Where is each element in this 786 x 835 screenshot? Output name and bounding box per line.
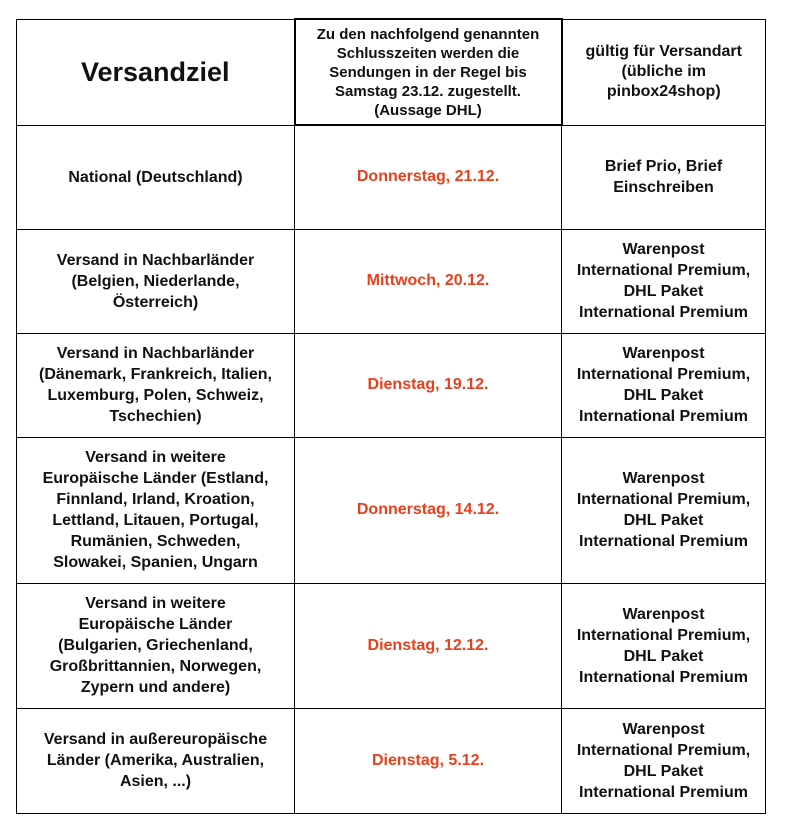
destination-cell [17,333,295,437]
destination-line: Versand in Nachbarländer [56,251,255,269]
shipping-type-cell [562,125,766,229]
table-row [17,229,766,333]
header-type-line: (übliche im [621,63,706,80]
destination-line: Lettland, Litauen, Portugal, [52,512,259,529]
destination-cell [17,437,295,583]
destination-line: Zypern und andere) [80,679,231,696]
deadline-date-cell: Dienstag, 19.12. [295,333,562,437]
destination-line: Tschechien) [109,408,202,425]
shipping-type-line: International Premium, [576,741,751,759]
shipping-type-cell [562,333,766,437]
destination-line: Luxemburg, Polen, Schweiz, [47,387,264,404]
destination-line: National (Deutschland) [68,168,243,186]
shipping-type-line: Warenpost [622,345,705,362]
deadline-date-cell: Dienstag, 5.12. [295,708,562,813]
shipping-type-line: International Premium, [576,262,751,279]
destination-line: Länder (Amerika, Australien, [46,752,265,769]
shipping-type-line: International Premium [579,668,748,686]
shipping-type-line: DHL Paket [623,283,704,300]
shipping-type-cell [562,229,766,333]
deadline-date-cell: Donnerstag, 21.12. [295,125,562,229]
destination-line: Europäische Länder [78,616,233,633]
destination-line: Österreich) [112,293,199,311]
destination-line: Finnland, Irland, Kroation, [56,491,255,508]
table-row [17,708,766,813]
destination-cell [17,708,295,813]
shipping-type-line: International Premium [579,783,748,801]
header-deadline-note [295,19,562,125]
shipping-type-line: DHL Paket [623,387,704,404]
destination-cell [17,125,295,229]
destination-line: (Dänemark, Frankreich, Italien, [39,366,272,383]
header-note-line: Samstag 23.12. zugestellt. [335,82,521,100]
deadline-date-cell: Dienstag, 12.12. [295,583,562,708]
destination-cell [17,229,295,333]
shipping-type-line: International Premium [579,304,748,321]
table-row [17,583,766,708]
shipping-type-cell [562,708,766,813]
shipping-deadline-table [16,18,766,814]
shipping-type-line: DHL Paket [623,762,704,780]
destination-line: Versand in Nachbarländer [56,345,255,362]
destination-line: Asien, ...) [119,773,192,790]
header-destination: Versandziel [17,19,295,125]
destination-cell [17,583,295,708]
destination-line: Versand in weitere [85,449,226,466]
shipping-type-line: International Premium [579,408,748,425]
deadline-date-cell: Mittwoch, 20.12. [295,229,562,333]
shipping-type-line: International Premium, [576,626,751,644]
header-note-line: Zu den nachfolgend genannten [316,25,540,43]
shipping-type-cell [562,437,766,583]
destination-line: (Bulgarien, Griechenland, [58,637,253,654]
shipping-type-line: Einschreiben [613,179,714,196]
shipping-type-line: Warenpost [622,605,705,623]
header-type-line: gültig für Versandart [585,43,742,60]
shipping-type-line: International Premium [579,533,748,550]
table-row [17,437,766,583]
deadline-date-cell: Donnerstag, 14.12. [295,437,562,583]
destination-line: (Belgien, Niederlande, [71,272,240,290]
destination-line: Slowakei, Spanien, Ungarn [53,554,258,571]
destination-line: Europäische Länder (Estland, [42,470,269,487]
table-row [17,333,766,437]
destination-line: Versand in außereuropäische [43,731,268,748]
shipping-type-line: Warenpost [622,470,705,487]
shipping-type-line: International Premium, [576,491,751,508]
destination-line: Versand in weitere [85,595,226,612]
header-note-line: Schlusszeiten werden die [336,44,520,62]
table-row [17,125,766,229]
destination-line: Großbrittannien, Norwegen, [49,658,262,675]
shipping-type-line: Warenpost [622,720,705,738]
shipping-type-line: International Premium, [576,366,751,383]
shipping-type-line: Brief Prio, Brief [604,158,723,175]
shipping-deadline-document [16,18,765,814]
shipping-type-line: Warenpost [622,241,705,258]
shipping-type-line: DHL Paket [623,512,704,529]
table-header-row [17,19,766,125]
shipping-type-cell [562,583,766,708]
header-note-line: (Aussage DHL) [374,101,482,119]
destination-line: Rumänien, Schweden, [70,533,241,550]
header-shipping-type [562,19,766,125]
shipping-type-line: DHL Paket [623,647,704,665]
header-type-line: pinbox24shop) [606,83,721,100]
header-note-line: Sendungen in der Regel bis [329,63,527,81]
